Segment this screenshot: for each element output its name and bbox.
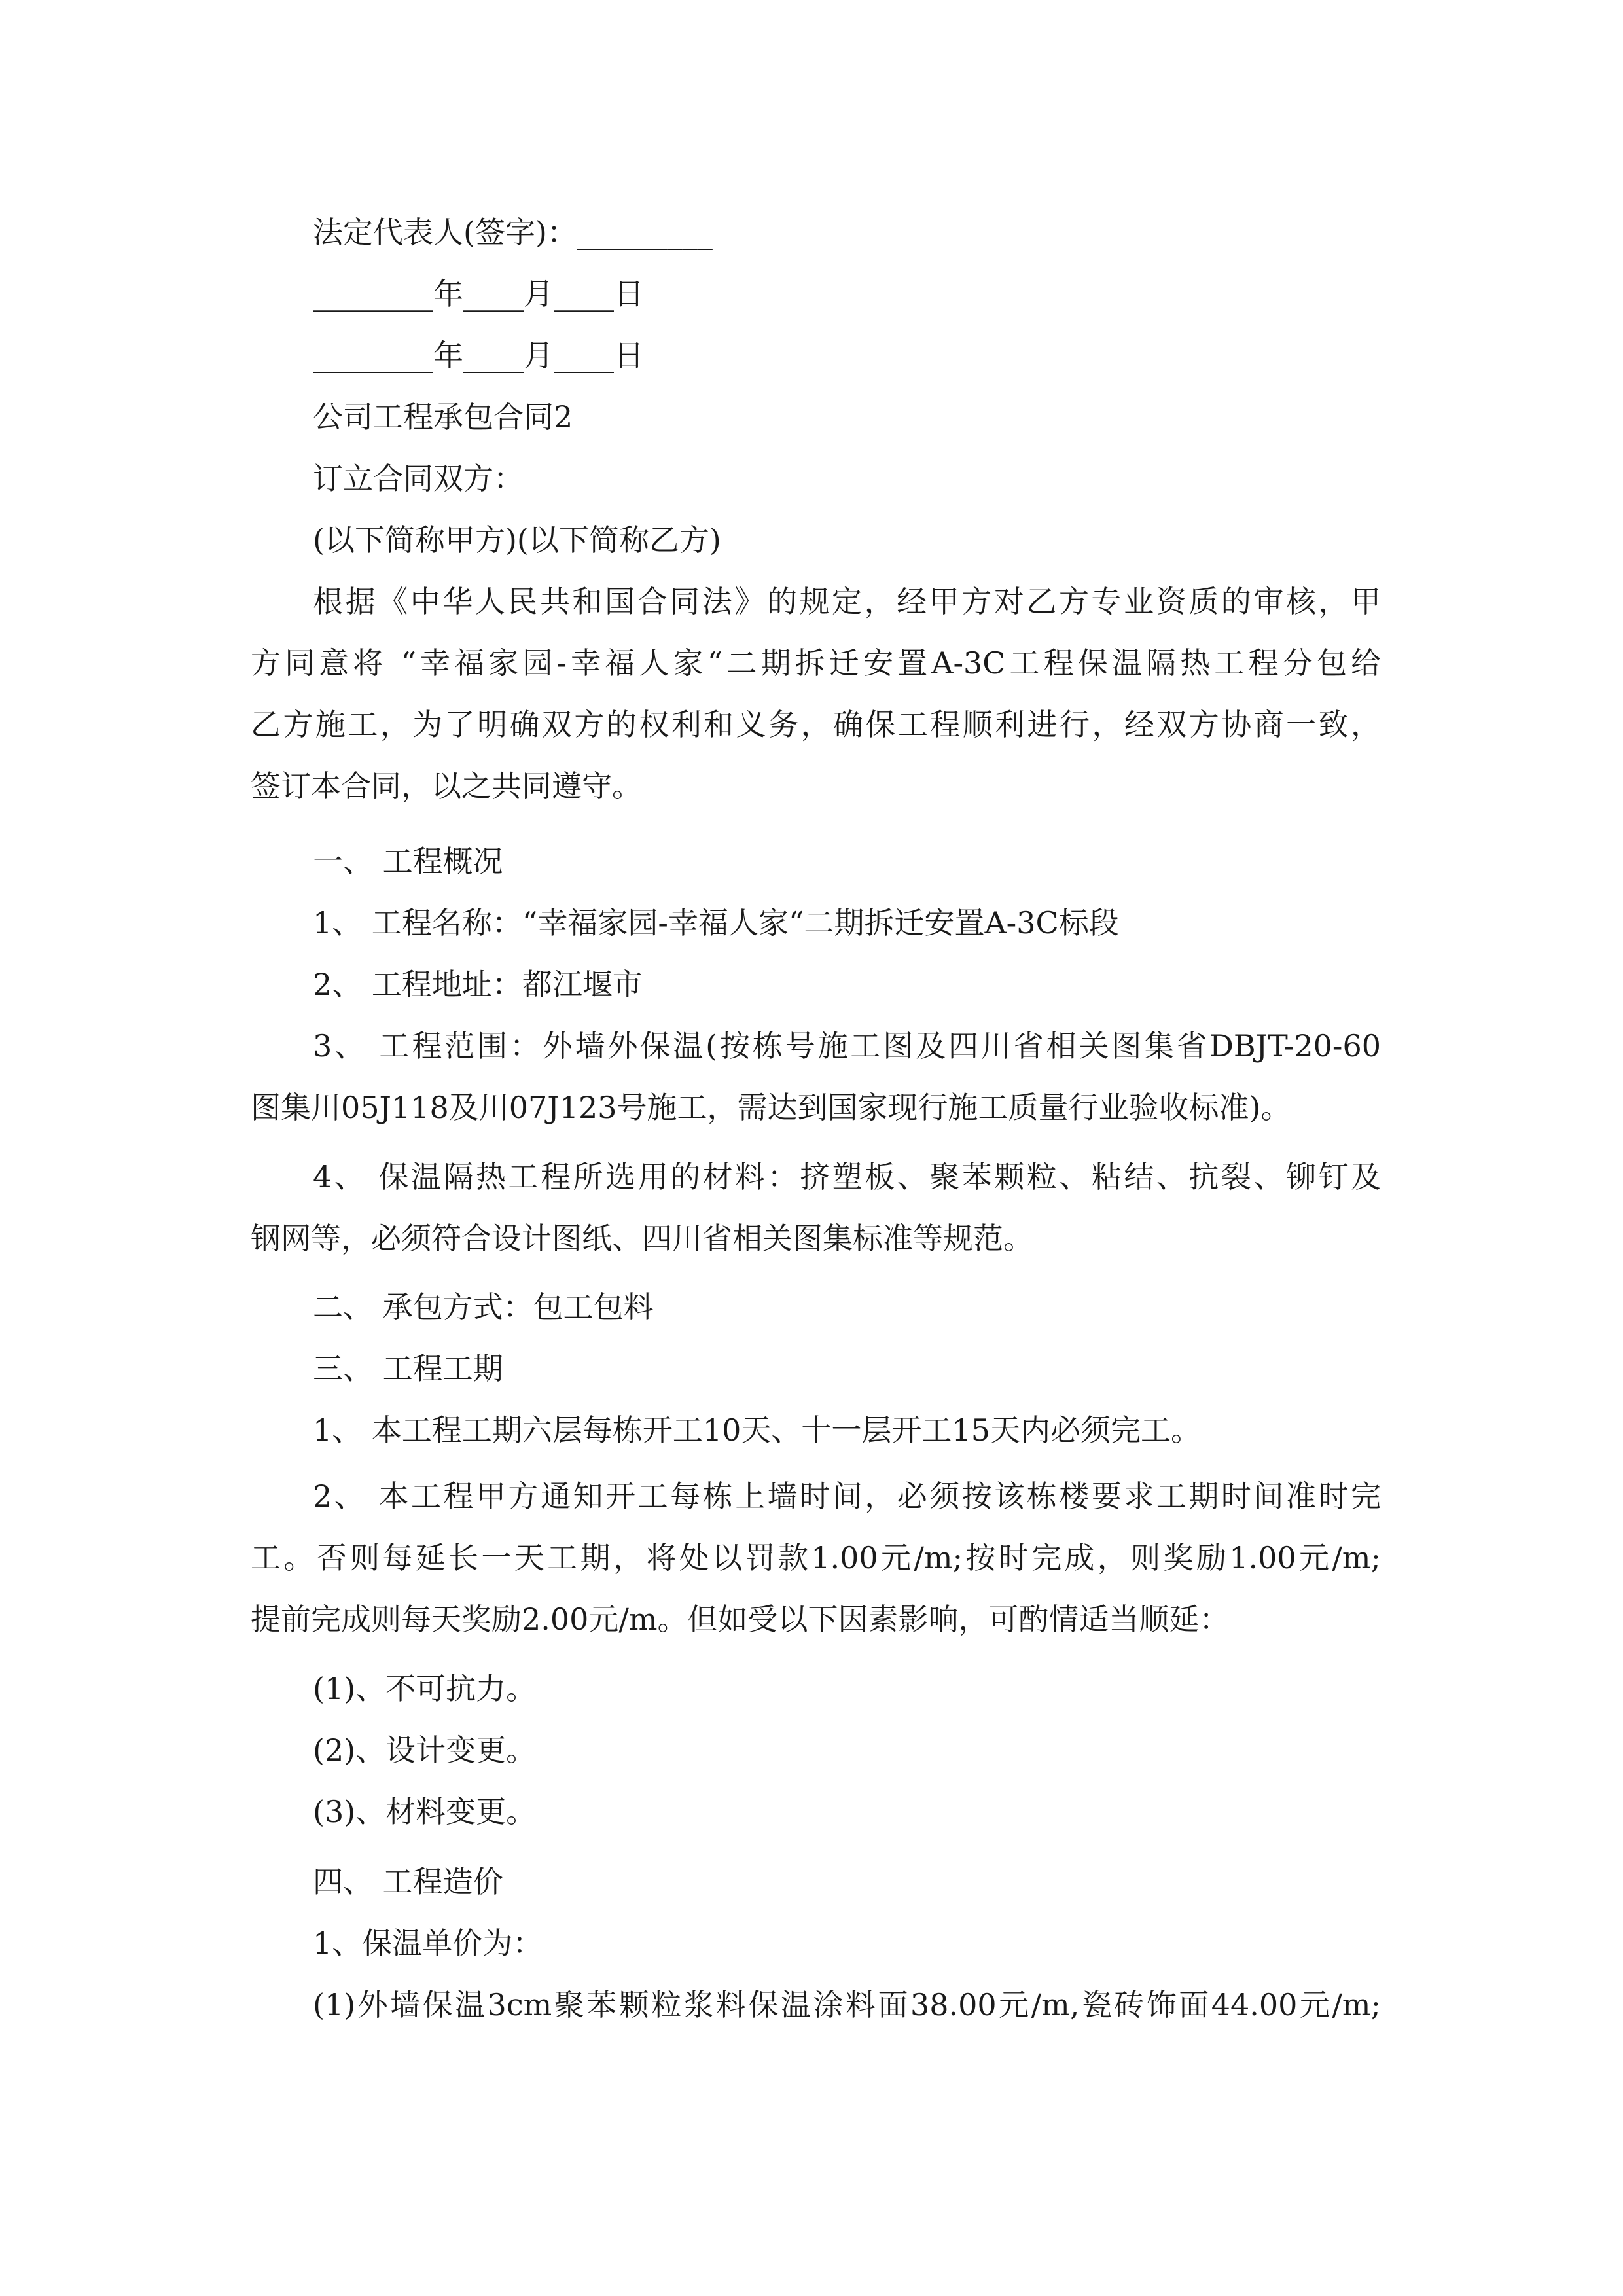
list-item: (3)、材料变更。: [313, 1794, 537, 1829]
list-item: 钢网等，必须符合设计图纸、四川省相关图集标准等规范。: [251, 1221, 1033, 1256]
section-heading: 四、 工程造价: [313, 1864, 503, 1899]
list-item: 2、 工程地址：都江堰市: [313, 967, 643, 1002]
list-item: 3、 工程范围：外墙外保温(按栋号施工图及四川省相关图集省DBJT-20-60: [313, 1028, 1381, 1064]
list-item: 1、保温单价为：: [313, 1926, 543, 1961]
list-item: (2)、设计变更。: [313, 1732, 537, 1768]
contract-title: 公司工程承包合同2: [313, 399, 573, 435]
paragraph-line: 签订本合同，以之共同遵守。: [251, 768, 642, 804]
paragraph-line: (以下简称甲方)(以下简称乙方): [313, 522, 721, 558]
list-item: 图集川05J118及川07J123号施工，需达到国家现行施工质量行业验收标准)。: [251, 1090, 1291, 1125]
list-item: (1)、不可抗力。: [313, 1671, 537, 1706]
list-item: 4、 保温隔热工程所选用的材料：挤塑板、聚苯颗粒、粘结、抗裂、铆钉及: [313, 1159, 1381, 1194]
paragraph-line: 订立合同双方：: [313, 461, 524, 496]
list-item: 2、 本工程甲方通知开工每栋上墙时间，必须按该栋楼要求工期时间准时完: [313, 1479, 1381, 1514]
list-item: (1)外墙保温3cm聚苯颗粒浆料保温涂料面38.00元/m,瓷砖饰面44.00元/m;: [313, 1987, 1381, 2022]
list-item: 工。否则每延长一天工期，将处以罚款1.00元/m;按时完成，则奖励1.00元/m;: [251, 1540, 1381, 1575]
paragraph-line: 方同意将 “幸福家园-幸福人家“二期拆迁安置A-3C工程保温隔热工程分包给: [251, 645, 1381, 681]
list-item: 1、 本工程工期六层每栋开工10天、十一层开工15天内必须完工。: [313, 1412, 1201, 1448]
signature-line: 法定代表人(签字)：_________: [313, 215, 713, 250]
list-item: 提前完成则每天奖励2.00元/m。但如受以下因素影响，可酌情适当顺延：: [251, 1602, 1230, 1637]
section-heading: 三、 工程工期: [313, 1351, 503, 1386]
list-item: 1、 工程名称：“幸福家园-幸福人家“二期拆迁安置A-3C标段: [313, 905, 1119, 941]
section-heading: 二、 承包方式：包工包料: [313, 1289, 654, 1325]
paragraph-line: 根据《中华人民共和国合同法》的规定，经甲方对乙方专业资质的审核，甲: [313, 584, 1381, 619]
paragraph-line: 乙方施工，为了明确双方的权利和义务，确保工程顺利进行，经双方协商一致，: [251, 707, 1381, 742]
date-line: ________年____月____日: [313, 338, 644, 373]
section-heading: 一、 工程概况: [313, 844, 503, 879]
date-line: ________年____月____日: [313, 276, 644, 312]
